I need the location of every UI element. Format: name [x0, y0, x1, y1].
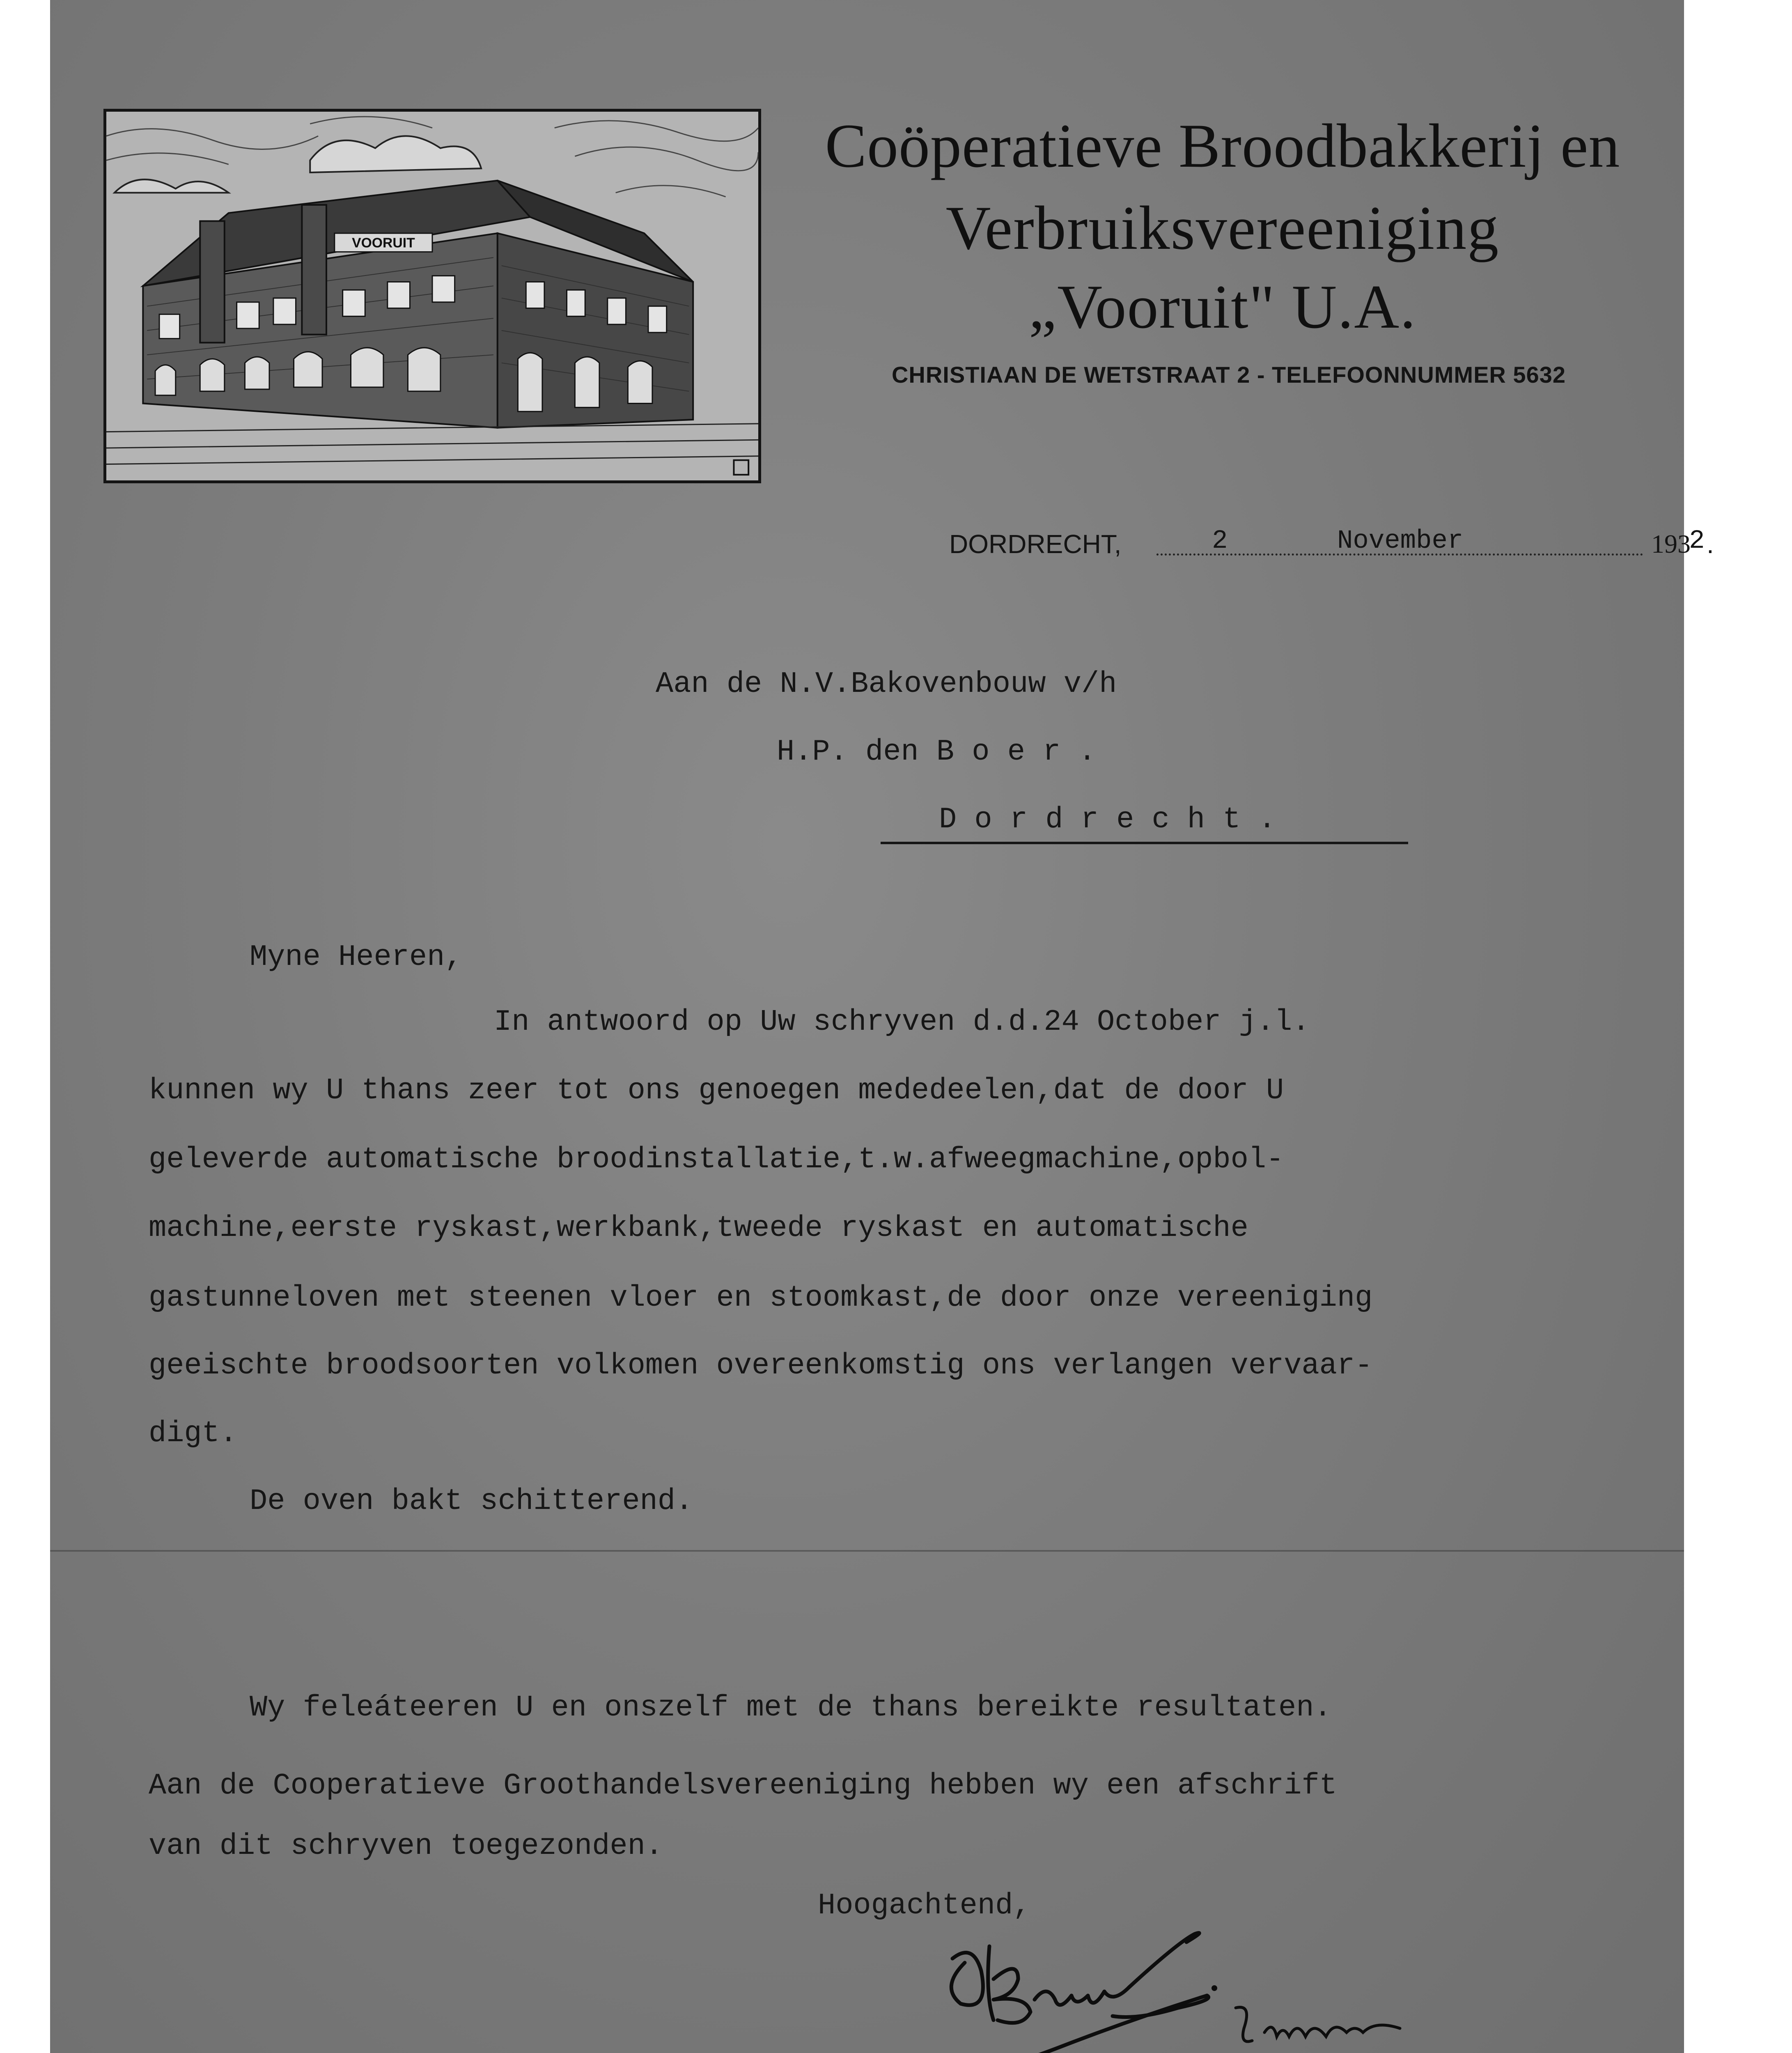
date-end-period: . — [1707, 529, 1714, 559]
body-line-2: kunnen wy U thans zeer tot ons genoegen mededeelen,dat de door U — [149, 1074, 1284, 1107]
building-sign-text: VOORUIT — [352, 235, 415, 251]
body-line-7: digt. — [149, 1417, 238, 1450]
fold-crease — [50, 1550, 1684, 1552]
date-year-prefix: 193 — [1651, 529, 1691, 558]
bakery-building-engraving — [103, 109, 761, 483]
date-year-suffix: 2 — [1689, 526, 1705, 556]
company-name-line-3: „Vooruit" U.A. — [1028, 272, 1417, 341]
handwritten-signature — [883, 1897, 1478, 2053]
company-name-line-2: Verbruiksvereeniging — [945, 193, 1500, 262]
body-line-4: machine,eerste ryskast,werkbank,tweede ryskast en automatische — [149, 1211, 1248, 1245]
body-line-3: geleverde automatische broodinstallatie,t.w.afweegmachine,opbol- — [149, 1143, 1284, 1176]
recipient-line-3: D o r d r e c h t . — [939, 803, 1276, 836]
closing-line-2: Aan de Cooperatieve Groothandelsvereeniging hebben wy een afschrift — [149, 1769, 1337, 1803]
body-line-5: gastunneloven met steenen vloer en stoomkast,de door onze vereeniging — [149, 1281, 1373, 1315]
date-place: DORDRECHT, — [949, 529, 1122, 559]
salutation: Myne Heeren, — [250, 940, 463, 974]
company-name-line-1: Coöperatieve Broodbakkerij en — [825, 111, 1620, 180]
recipient-line-1: Aan de N.V.Bakovenbouw v/h — [656, 667, 1117, 701]
recipient-line-2: H.P. den B o e r . — [777, 735, 1096, 769]
closing-line-1: Wy feleáteeren U en onszelf met de thans bereikte resultaten. — [250, 1691, 1332, 1725]
body-line-1: In antwoord op Uw schryven d.d.24 October j.l. — [494, 1005, 1310, 1039]
date-month: November — [1337, 526, 1464, 556]
body-line-oven: De oven bakt schitterend. — [250, 1484, 693, 1518]
body-line-6: geeischte broodsoorten volkomen overeenkomstig ons verlangen vervaar- — [149, 1349, 1373, 1382]
recipient-underline — [881, 842, 1408, 844]
letter-paper — [50, 0, 1714, 2053]
closing-line-3: van dit schryven toegezonden. — [149, 1829, 663, 1863]
date-day: 2 — [1212, 526, 1228, 556]
sign-off: Hoogachtend, — [818, 1889, 1031, 1922]
company-address: CHRISTIAAN DE WETSTRAAT 2 - TELEFOONNUMMER 5632 — [891, 362, 1566, 388]
